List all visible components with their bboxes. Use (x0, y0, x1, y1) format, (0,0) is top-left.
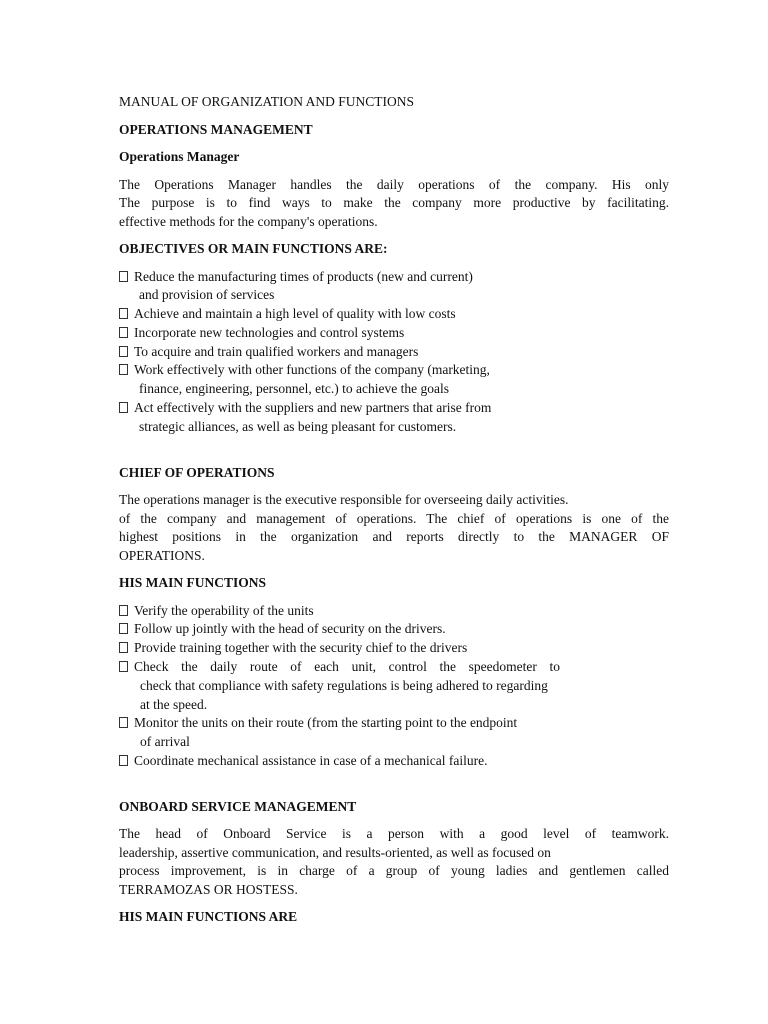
checkbox-bullet-icon (119, 661, 128, 672)
checkbox-bullet-icon (119, 271, 128, 282)
paragraph-line: of the company and management of operations. The chief of operations is one of the (119, 510, 669, 526)
list-item-text: Act effectively with the suppliers and new partners that arise from (134, 400, 492, 416)
list-item (119, 658, 669, 714)
paragraph-line: The Operations Manager handles the daily operations of the company. His only (119, 176, 669, 192)
list-item-continuation: at the speed. (140, 696, 208, 712)
checkbox-bullet-icon (119, 364, 128, 375)
list-item-text: Follow up jointly with the head of security on the drivers. (134, 621, 446, 637)
checkbox-bullet-icon (119, 605, 128, 616)
section-heading-his-main-functions: HIS MAIN FUNCTIONS (119, 575, 267, 591)
paragraph-line: highest positions in the organization and reports directly to the MANAGER OF (119, 529, 669, 545)
paragraph-line: The head of Onboard Service is a person with a good level of teamwork. (119, 826, 669, 842)
list-item-text: To acquire and train qualified workers and managers (134, 343, 419, 359)
list-item-continuation: of arrival (140, 734, 190, 750)
section-heading-chief-of-operations: CHIEF OF OPERATIONS (119, 464, 275, 480)
list-item-text: Provide training together with the security chief to the drivers (134, 640, 468, 656)
section-heading-operations-management: OPERATIONS MANAGEMENT (119, 121, 313, 137)
section-heading-his-main-functions-are: HIS MAIN FUNCTIONS ARE (119, 909, 298, 925)
document-page (119, 93, 669, 927)
list-item-text: Monitor the units on their route (from the starting point to the endpoint (134, 715, 518, 731)
list-item-text: Incorporate new technologies and control systems (134, 324, 405, 340)
list-item-continuation: strategic alliances, as well as being pleasant for customers. (139, 418, 457, 434)
paragraph-line: The operations manager is the executive responsible for overseeing daily activities. (119, 492, 569, 508)
main-functions-list (119, 602, 669, 771)
list-item (119, 639, 669, 658)
list-item-text: Verify the operability of the units (134, 602, 314, 618)
list-item (119, 620, 669, 639)
section-heading-objectives: OBJECTIVES OR MAIN FUNCTIONS ARE: (119, 241, 388, 256)
list-item (119, 343, 669, 362)
list-item (119, 752, 669, 771)
checkbox-bullet-icon (119, 346, 128, 357)
list-item (119, 361, 669, 399)
checkbox-bullet-icon (119, 327, 128, 338)
list-item-text: Achieve and maintain a high level of quality with low costs (134, 306, 456, 322)
checkbox-bullet-icon (119, 308, 128, 319)
list-item (119, 305, 669, 324)
checkbox-bullet-icon (119, 623, 128, 634)
list-item-continuation: and provision of services (139, 287, 275, 303)
operations-manager-paragraph (119, 176, 669, 232)
paragraph-line: The purpose is to find ways to make the company more productive by facilitating. (119, 195, 669, 210)
document-title: MANUAL OF ORGANIZATION AND FUNCTIONS (119, 94, 415, 109)
onboard-service-paragraph (119, 825, 669, 899)
checkbox-bullet-icon (119, 755, 128, 766)
list-item-text: Work effectively with other functions of the company (marketing, (134, 362, 490, 378)
paragraph-line: process improvement, is in charge of a group of young ladies and gentlemen called (119, 863, 669, 879)
chief-of-operations-paragraph (119, 491, 669, 565)
section-heading-onboard-service: ONBOARD SERVICE MANAGEMENT (119, 798, 357, 814)
subheading-operations-manager: Operations Manager (119, 149, 240, 164)
checkbox-bullet-icon (119, 402, 128, 413)
paragraph-line: TERRAMOZAS OR HOSTESS. (119, 881, 298, 897)
checkbox-bullet-icon (119, 717, 128, 728)
list-item (119, 714, 669, 752)
list-item-text: Coordinate mechanical assistance in case of a mechanical failure. (134, 753, 488, 769)
paragraph-line: effective methods for the company's operations. (119, 213, 378, 229)
checkbox-bullet-icon (119, 642, 128, 653)
list-item-text: Check the daily route of each unit, control the speedometer to (134, 659, 560, 675)
objectives-list (119, 268, 669, 437)
list-item-continuation: check that compliance with safety regulations is being adhered to regarding (140, 677, 548, 693)
list-item (119, 268, 669, 306)
list-item (119, 324, 669, 343)
list-item-text: Reduce the manufacturing times of products (new and current) (134, 268, 473, 284)
paragraph-line: OPERATIONS. (119, 547, 205, 563)
list-item (119, 602, 669, 621)
paragraph-line: leadership, assertive communication, and results-oriented, as well as focused on (119, 844, 551, 860)
list-item (119, 399, 669, 437)
list-item-continuation: finance, engineering, personnel, etc.) to achieve the goals (139, 381, 449, 397)
